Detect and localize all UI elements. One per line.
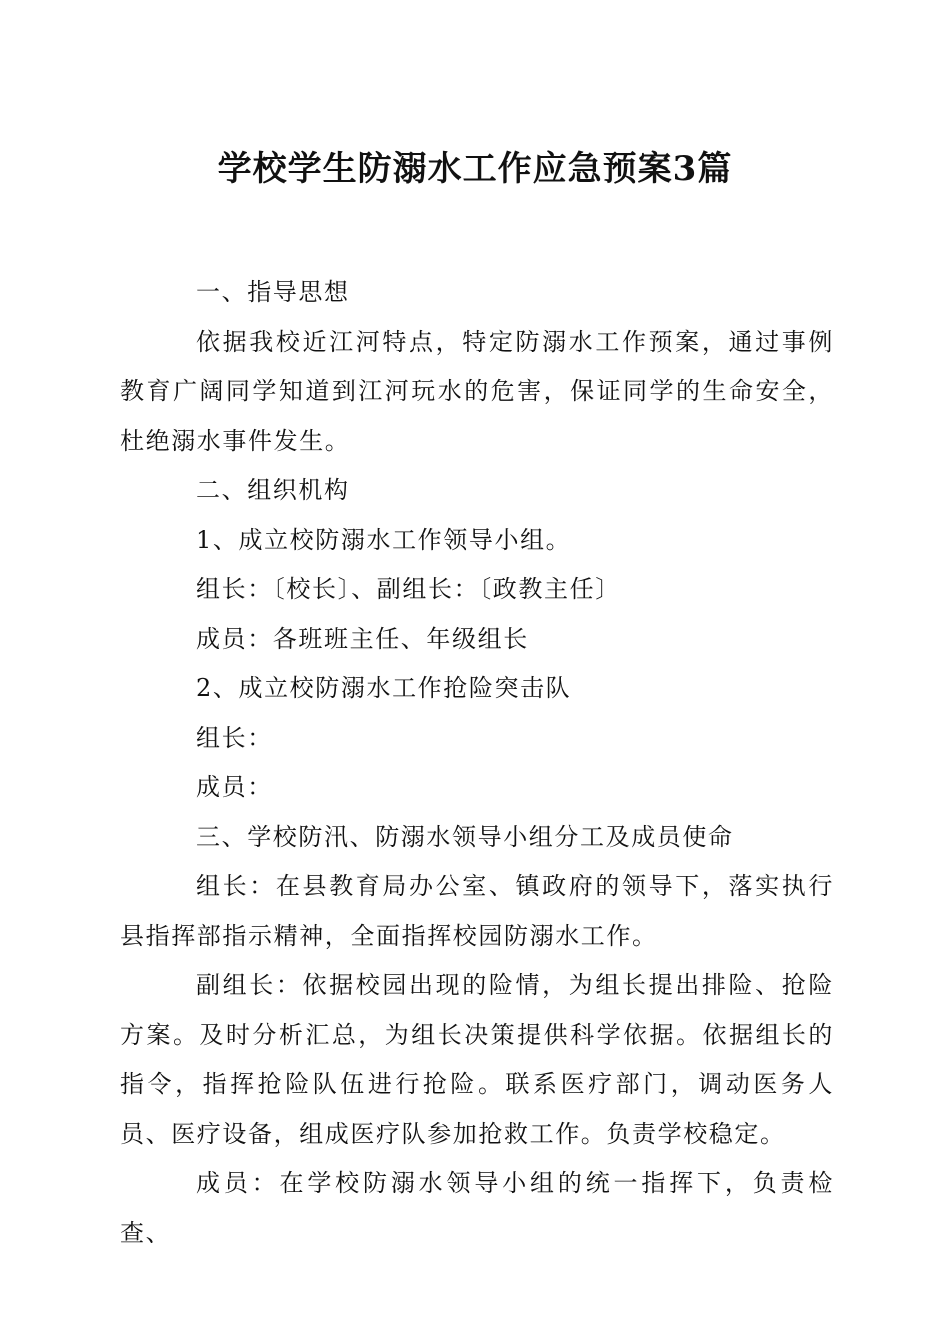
document-title: 学校学生防溺水工作应急预案3篇	[217, 149, 733, 189]
section-heading-division-of-labor: 三、学校防汛、防溺水领导小组分工及成员使命	[196, 822, 734, 851]
section-heading-organization: 二、组织机构	[196, 476, 350, 504]
document-body	[120, 268, 834, 1258]
paragraph: 依据我校近江河特点，特定防溺水工作预案，通过事例教育广阔同学知道到江河玩水的危害，保证同学的生命安全，杜绝溺水事件发生。	[120, 327, 834, 455]
paragraph: 2、成立校防溺水工作抢险突击队	[196, 674, 572, 702]
paragraph: 组长：在县教育局办公室、镇政府的领导下，落实执行县指挥部指示精神，全面指挥校园防溺水工作。	[120, 872, 834, 950]
paragraph: 成员：各班班主任、年级组长	[196, 624, 529, 653]
paragraph: 副组长：依据校园出现的险情，为组长提出排险、抢险方案。及时分析汇总，为组长决策提供科学依据。依据组长的指令，指挥抢险队伍进行抢险。联系医疗部门，调动医务人员、医疗设备，组成医疗队参加抢救工作。负责学校稳定。	[120, 971, 834, 1148]
paragraph: 组长：	[196, 723, 273, 752]
paragraph: 1、成立校防溺水工作领导小组。	[196, 525, 572, 554]
paragraph: 组长：〔校长〕、副组长：〔政教主任〕	[196, 575, 621, 603]
paragraph: 成员：	[196, 773, 273, 801]
paragraph: 成员：在学校防溺水领导小组的统一指挥下，负责检查、	[120, 1169, 834, 1247]
section-heading-guiding-ideology: 一、指导思想	[196, 278, 350, 306]
